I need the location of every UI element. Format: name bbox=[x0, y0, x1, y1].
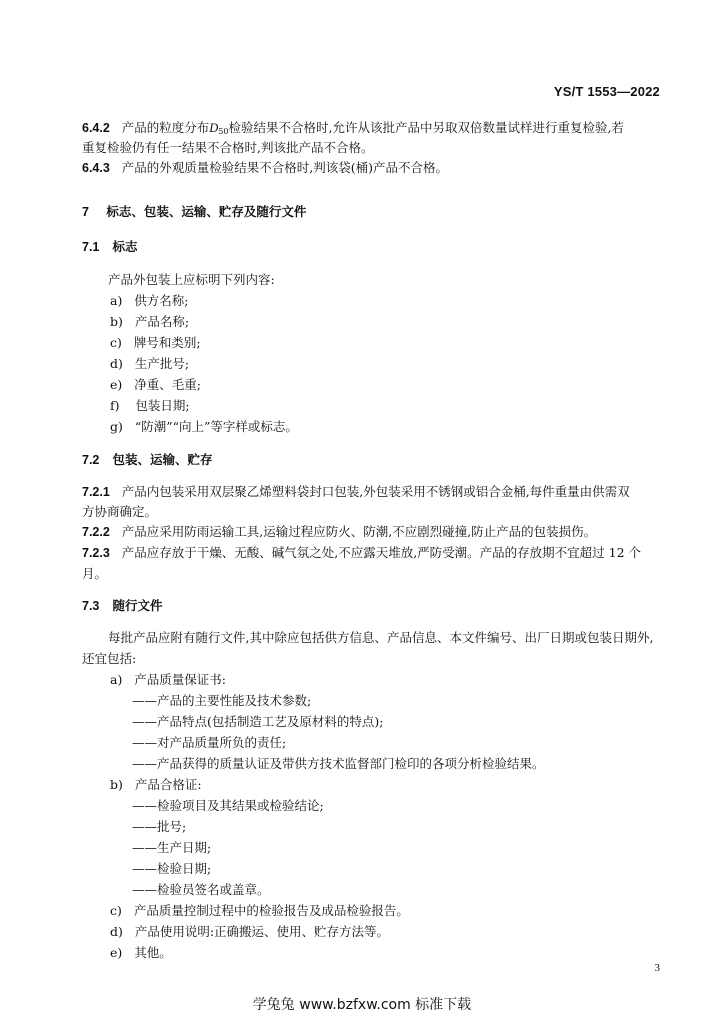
d50-subscript: 50 bbox=[218, 127, 229, 136]
documents-intro-line-2: 还宜包括: bbox=[82, 651, 137, 666]
clause-6-4-2-line-2: 重复检验仍有任一结果不合格时,判该批产品不合格。 bbox=[82, 140, 374, 155]
page-number: 3 bbox=[654, 962, 660, 974]
clause-7-2-3-line-1 bbox=[82, 545, 641, 561]
list-text: 产品名称; bbox=[134, 314, 190, 329]
section-7-heading bbox=[82, 204, 306, 220]
list-item bbox=[110, 335, 201, 351]
clause-7-2-1-line-2: 方协商确定。 bbox=[82, 504, 158, 519]
list-label: c) bbox=[110, 335, 122, 350]
list-text: 生产批号; bbox=[134, 356, 190, 371]
clause-number: 7.2.1 bbox=[82, 485, 110, 499]
list-item bbox=[110, 377, 201, 393]
sub-item: ——产品特点(包括制造工艺及原材料的特点); bbox=[132, 714, 384, 729]
list-item bbox=[110, 672, 226, 688]
sub-item: ——检验员签名或盖章。 bbox=[132, 882, 270, 897]
list-text: 其他。 bbox=[134, 945, 172, 960]
list-text: 包装日期; bbox=[135, 398, 190, 413]
clause-text: 产品应采用防雨运输工具,运输过程应防火、防潮,不应剧烈碰撞,防止产品的包装损伤。 bbox=[121, 524, 597, 539]
list-item bbox=[110, 777, 202, 793]
section-title: 标志、包装、运输、贮存及随行文件 bbox=[106, 204, 307, 219]
list-text: 供方名称; bbox=[134, 293, 189, 308]
clause-7-2-1-line-1 bbox=[82, 484, 630, 500]
section-title: 包装、运输、贮存 bbox=[112, 452, 213, 467]
list-item bbox=[110, 419, 298, 435]
list-label: b) bbox=[110, 777, 123, 792]
list-label: d) bbox=[110, 924, 123, 939]
clause-6-4-3 bbox=[82, 160, 448, 176]
list-text: “防潮”“向上”等字样或标志。 bbox=[134, 419, 298, 434]
list-text: 产品质量保证书: bbox=[134, 672, 226, 687]
clause-number: 6.4.2 bbox=[82, 121, 110, 135]
list-item bbox=[110, 314, 189, 330]
sub-item: ——生产日期; bbox=[132, 840, 212, 855]
clause-text: 产品应存放于干燥、无酸、碱气氛之处,不应露天堆放,严防受潮。产品的存放期不宜超过 12 个 bbox=[121, 545, 642, 560]
list-item bbox=[110, 398, 190, 414]
section-7-2-heading bbox=[82, 452, 212, 468]
list-item bbox=[110, 293, 188, 309]
list-text: 产品合格证: bbox=[134, 777, 202, 792]
list-label: f) bbox=[110, 398, 120, 413]
list-item bbox=[110, 924, 389, 940]
footer-watermark[interactable]: 学兔兔 www.bzfxw.com 标准下载 bbox=[252, 997, 472, 1013]
section-7-3-heading bbox=[82, 598, 162, 614]
clause-text: 产品的外观质量检验结果不合格时,判该袋(桶)产品不合格。 bbox=[121, 160, 448, 175]
sub-item: ——产品获得的质量认证及带供方技术监督部门检印的各项分析检验结果。 bbox=[132, 756, 545, 771]
list-text: 产品使用说明:正确搬运、使用、贮存方法等。 bbox=[134, 924, 390, 939]
documents-intro-line-1: 每批产品应附有随行文件,其中除应包括供方信息、产品信息、本文件编号、出厂日期或包装日期外, bbox=[108, 630, 654, 645]
list-text: 净重、毛重; bbox=[134, 377, 201, 392]
section-title: 随行文件 bbox=[112, 598, 163, 613]
section-title: 标志 bbox=[112, 239, 138, 254]
clause-number: 6.4.3 bbox=[82, 161, 110, 175]
list-label: g) bbox=[110, 419, 123, 434]
standard-code: YS/T 1553—2022 bbox=[553, 84, 660, 99]
clause-6-4-2-line-1 bbox=[82, 120, 624, 140]
list-label: e) bbox=[110, 377, 123, 392]
list-label: a) bbox=[110, 672, 123, 687]
list-label: b) bbox=[110, 314, 123, 329]
list-item bbox=[110, 945, 172, 961]
list-label: a) bbox=[110, 293, 123, 308]
list-item bbox=[110, 356, 189, 372]
clause-text: 检验结果不合格时,允许从该批产品中另取双倍数量试样进行重复检验,若 bbox=[228, 120, 624, 135]
list-label: d) bbox=[110, 356, 123, 371]
clause-7-2-3-line-2: 月。 bbox=[82, 566, 108, 581]
sub-item: ——批号; bbox=[132, 819, 187, 834]
sub-item: ——检验项目及其结果或检验结论; bbox=[132, 798, 324, 813]
section-7-1-heading bbox=[82, 239, 137, 255]
list-text: 牌号和类别; bbox=[133, 335, 201, 350]
list-label: e) bbox=[110, 945, 123, 960]
section-number: 7.2 bbox=[82, 453, 100, 467]
list-label: c) bbox=[110, 903, 122, 918]
list-text: 产品质量控制过程中的检验报告及成品检验报告。 bbox=[133, 903, 409, 918]
marking-intro: 产品外包装上应标明下列内容: bbox=[108, 272, 275, 287]
section-number: 7 bbox=[82, 205, 89, 219]
clause-number: 7.2.3 bbox=[82, 546, 110, 560]
list-item bbox=[110, 903, 409, 919]
sub-item: ——对产品质量所负的责任; bbox=[132, 735, 287, 750]
clause-number: 7.2.2 bbox=[82, 525, 110, 539]
clause-text: 产品的粒度分布 bbox=[121, 120, 210, 135]
sub-item: ——产品的主要性能及技术参数; bbox=[132, 693, 312, 708]
section-number: 7.1 bbox=[82, 240, 100, 254]
clause-7-2-2 bbox=[82, 524, 596, 540]
section-number: 7.3 bbox=[82, 599, 100, 613]
clause-text: 产品内包装采用双层聚乙烯塑料袋封口包装,外包装采用不锈钢或铝合金桶,每件重量由供需双 bbox=[121, 484, 630, 499]
d50-symbol: D bbox=[209, 121, 219, 135]
sub-item: ——检验日期; bbox=[132, 861, 212, 876]
